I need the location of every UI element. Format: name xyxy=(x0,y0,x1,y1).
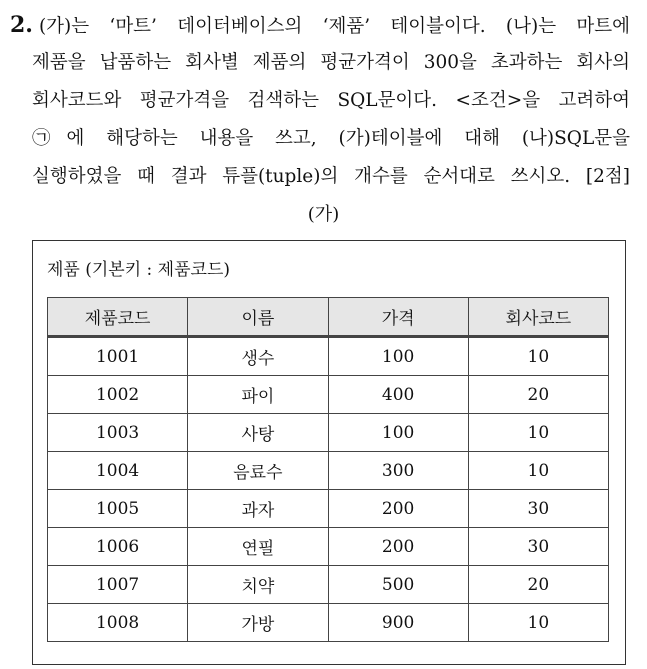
table-row xyxy=(48,452,609,490)
table-row xyxy=(48,490,609,528)
cell-product-code: 1002 xyxy=(48,376,188,414)
question-line-2: 제품을 납품하는 회사별 제품의 평균가격이 300을 초과하는 회사의 xyxy=(32,52,630,73)
header-company-code: 회사코드 xyxy=(468,298,608,337)
cell-name: 생수 xyxy=(188,337,328,376)
table-box xyxy=(32,240,626,665)
table-row xyxy=(48,528,609,566)
table-caption: 제품 (기본키 : 제품코드) xyxy=(47,260,231,280)
cell-name: 가방 xyxy=(188,604,328,642)
cell-product-code: 1005 xyxy=(48,490,188,528)
cell-company-code: 10 xyxy=(468,414,608,452)
table-row xyxy=(48,376,609,414)
question-number: 2. xyxy=(10,12,33,38)
table-header-row xyxy=(48,298,609,337)
product-table xyxy=(47,297,609,642)
cell-price: 200 xyxy=(328,490,468,528)
cell-company-code: 20 xyxy=(468,376,608,414)
cell-price: 500 xyxy=(328,566,468,604)
cell-company-code: 10 xyxy=(468,452,608,490)
question-line-4: ㉠에 해당하는 내용을 쓰고, (가)테이블에 대해 (나)SQL문을 xyxy=(32,128,630,149)
cell-name: 치약 xyxy=(188,566,328,604)
header-product-code: 제품코드 xyxy=(48,298,188,337)
cell-product-code: 1007 xyxy=(48,566,188,604)
table-row xyxy=(48,337,609,376)
table-row xyxy=(48,566,609,604)
cell-product-code: 1001 xyxy=(48,337,188,376)
question-line-3: 회사코드와 평균가격을 검색하는 SQL문이다. <조건>을 고려하여 xyxy=(32,90,630,111)
cell-company-code: 20 xyxy=(468,566,608,604)
cell-price: 100 xyxy=(328,337,468,376)
cell-price: 400 xyxy=(328,376,468,414)
cell-product-code: 1006 xyxy=(48,528,188,566)
sub-label: (가) xyxy=(307,204,340,225)
question-text xyxy=(10,6,630,196)
cell-name: 연필 xyxy=(188,528,328,566)
question-line-1: 2. (가)는 ‘마트’ 데이터베이스의 ‘제품’ 테이블이다. (나)는 마트에 xyxy=(10,12,630,38)
cell-name: 파이 xyxy=(188,376,328,414)
cell-price: 200 xyxy=(328,528,468,566)
cell-company-code: 10 xyxy=(468,337,608,376)
header-name: 이름 xyxy=(188,298,328,337)
cell-price: 100 xyxy=(328,414,468,452)
cell-name: 음료수 xyxy=(188,452,328,490)
header-price: 가격 xyxy=(328,298,468,337)
cell-name: 사탕 xyxy=(188,414,328,452)
cell-product-code: 1004 xyxy=(48,452,188,490)
cell-name: 과자 xyxy=(188,490,328,528)
cell-product-code: 1003 xyxy=(48,414,188,452)
table-row xyxy=(48,604,609,642)
cell-company-code: 30 xyxy=(468,490,608,528)
cell-company-code: 10 xyxy=(468,604,608,642)
cell-company-code: 30 xyxy=(468,528,608,566)
question-line-5: 실행하였을 때 결과 튜플(tuple)의 개수를 순서대로 쓰시오. [2점] xyxy=(32,166,630,187)
cell-price: 300 xyxy=(328,452,468,490)
table-row xyxy=(48,414,609,452)
cell-product-code: 1008 xyxy=(48,604,188,642)
cell-price: 900 xyxy=(328,604,468,642)
